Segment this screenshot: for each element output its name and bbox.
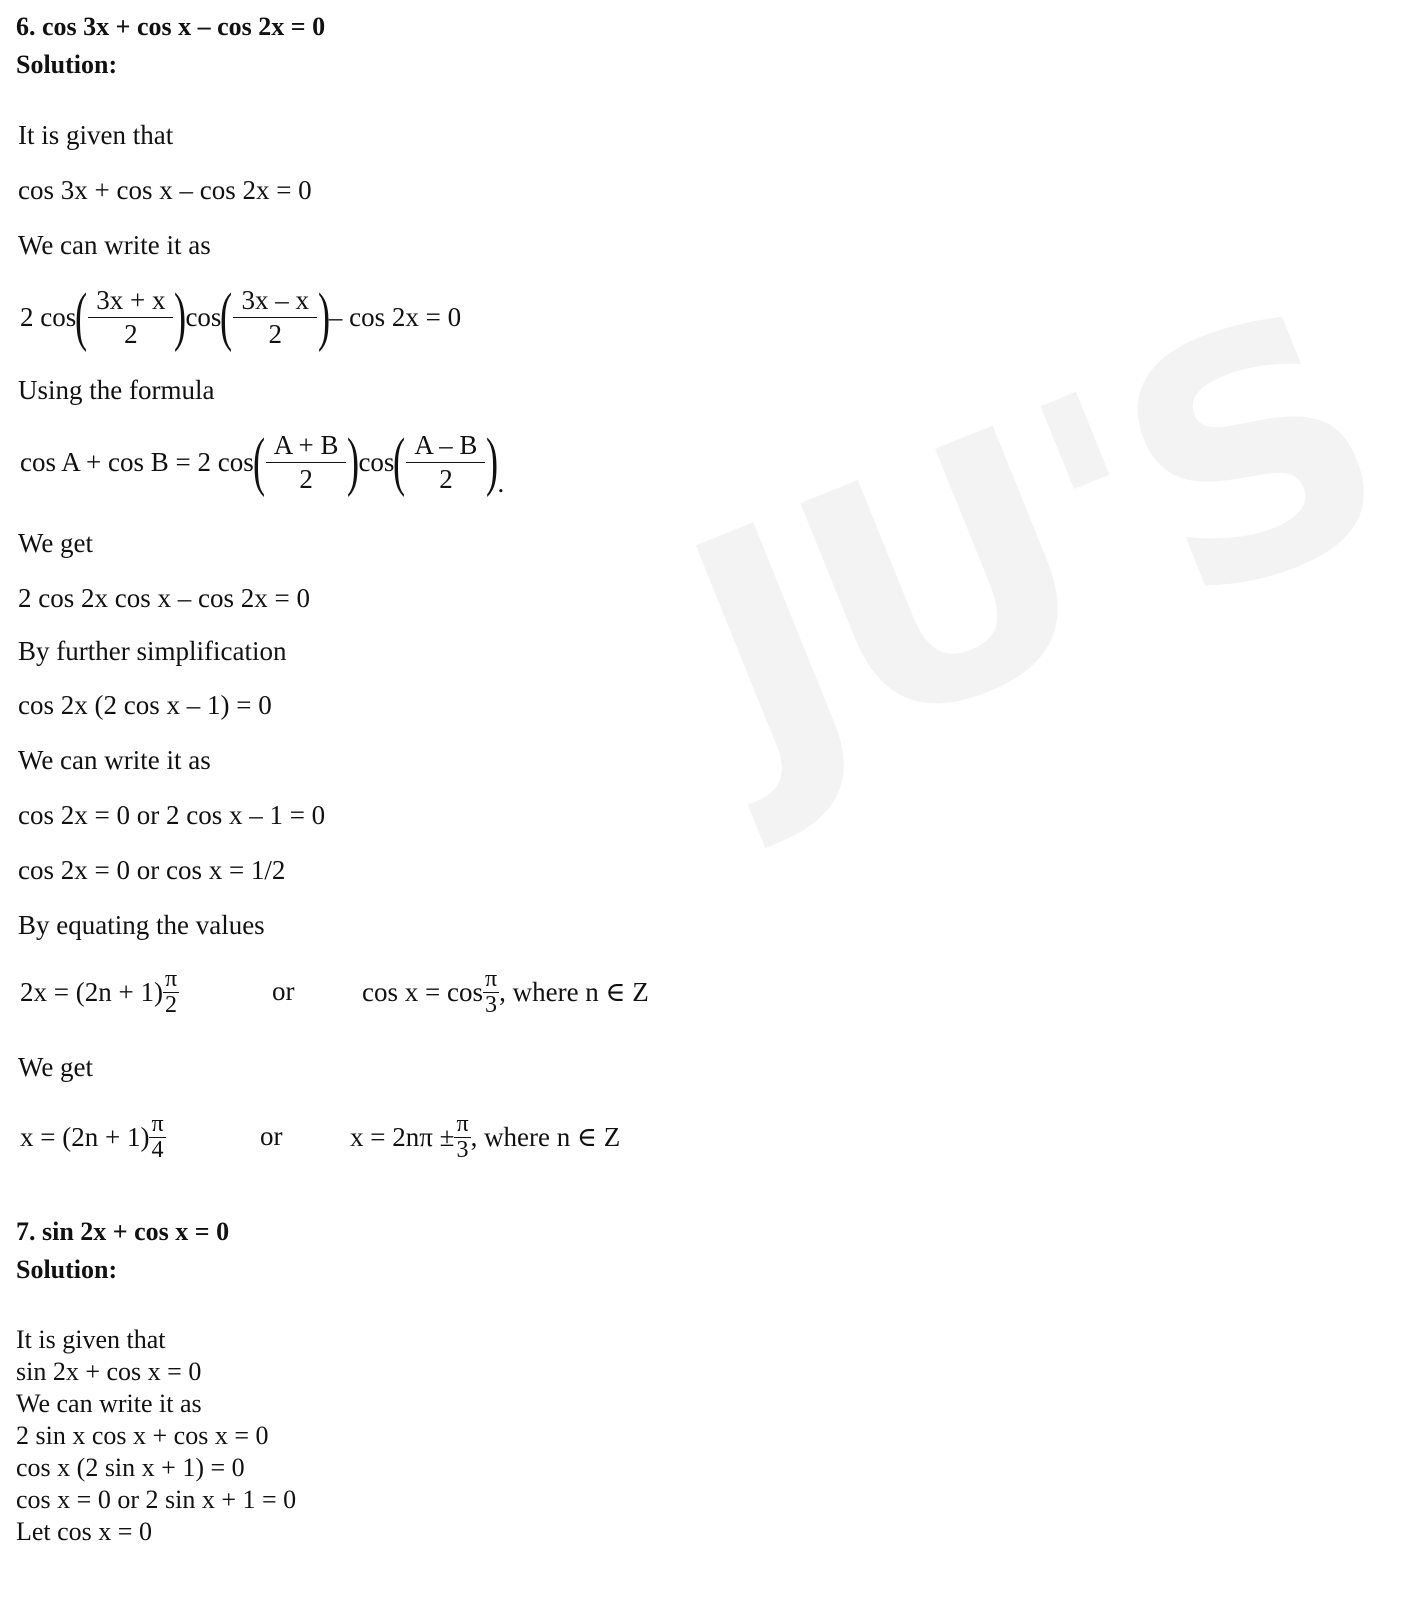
step1-prefix: 2 cos [20,301,77,332]
fraction-denominator: 4 [151,1137,164,1163]
sol-right-suffix: , where n ∈ Z [470,1121,621,1152]
fraction-numerator: 3x + x [88,286,173,317]
q7-line: It is given that [16,1325,166,1354]
watermark: JU'S [643,237,1426,853]
q6-given-equation: cos 3x + cos x – cos 2x = 0 [18,175,312,205]
q6-equating-right [362,960,649,1024]
q6-we-get-2: We get [18,1052,94,1082]
formula-fraction-1 [266,431,347,493]
right-paren: ) [347,425,360,498]
right-paren: ) [486,425,499,498]
formula-suffix: . [497,468,505,498]
question-6-title: 6. cos 3x + cos x – cos 2x = 0 [16,12,326,41]
q7-line: cos x (2 sin x + 1) = 0 [16,1453,245,1482]
fraction-denominator: 2 [299,463,313,494]
fraction-denominator: 3 [485,992,498,1018]
q7-line: Let cos x = 0 [16,1517,152,1546]
fraction-denominator: 2 [439,463,453,494]
fraction-numerator: π [164,966,178,992]
eq-right-suffix: , where n ∈ Z [499,976,649,1007]
q6-given-intro: It is given that [18,120,174,150]
eq-left-prefix: 2x = (2n + 1) [20,976,163,1007]
fraction-numerator: π [456,1111,469,1137]
fraction-numerator: π [484,966,498,992]
q6-using-formula: Using the formula [18,375,215,405]
sol-right-prefix: x = 2nπ ± [350,1121,455,1152]
q6-formula-equation [20,425,504,499]
right-paren: ) [317,280,330,353]
q6-equating: By equating the values [18,910,265,940]
eq-left-fraction [163,967,179,1017]
q7-line: 2 sin x cos x + cos x = 0 [16,1421,269,1450]
q6-step3: cos 2x (2 cos x – 1) = 0 [18,690,272,720]
q6-we-get: We get [18,528,94,558]
formula-mid: cos [358,446,395,477]
step1-mid: cos [185,301,222,332]
fraction-denominator: 2 [165,992,177,1018]
q6-step4: cos 2x = 0 or 2 cos x – 1 = 0 [18,800,326,830]
left-paren: ( [220,280,233,353]
sol-left-fraction [149,1112,165,1162]
q6-write-as: We can write it as [18,230,211,260]
q6-or-2: or [260,1121,283,1151]
question-6-solution-label: Solution: [16,50,118,79]
fraction-denominator: 3 [456,1137,469,1163]
question-7-solution-label: Solution: [16,1255,118,1284]
q6-or-1: or [272,976,295,1006]
fraction-denominator: 2 [124,318,138,349]
sol-right-fraction [454,1112,470,1162]
formula-prefix: cos A + cos B = 2 cos [20,446,254,477]
q7-line: cos x = 0 or 2 sin x + 1 = 0 [16,1485,297,1514]
q6-solution-right [350,1105,620,1169]
q6-step5: cos 2x = 0 or cos x = 1/2 [18,855,286,885]
q7-line: We can write it as [16,1389,202,1418]
left-paren: ( [393,425,406,498]
step1-fraction-1 [88,286,173,348]
fraction-numerator: A + B [266,431,347,462]
q6-further-simplification: By further simplification [18,636,287,666]
eq-right-prefix: cos x = cos [362,976,483,1007]
fraction-numerator: 3x – x [233,286,317,317]
formula-fraction-2 [406,431,485,493]
left-paren: ( [75,280,88,353]
fraction-denominator: 2 [268,318,282,349]
q6-write-as-2: We can write it as [18,745,211,775]
q6-step1-equation [20,280,461,354]
step1-fraction-2 [233,286,317,348]
fraction-numerator: π [151,1111,164,1137]
sol-left-prefix: x = (2n + 1) [20,1121,150,1152]
q7-line: sin 2x + cos x = 0 [16,1357,202,1386]
eq-right-fraction [483,967,499,1017]
step1-suffix: – cos 2x = 0 [328,301,462,332]
fraction-numerator: A – B [406,431,485,462]
right-paren: ) [174,280,187,353]
q6-step2: 2 cos 2x cos x – cos 2x = 0 [18,583,310,613]
left-paren: ( [252,425,265,498]
q6-equating-left [20,960,179,1024]
question-7-title: 7. sin 2x + cos x = 0 [16,1217,230,1246]
q6-solution-left [20,1105,166,1169]
